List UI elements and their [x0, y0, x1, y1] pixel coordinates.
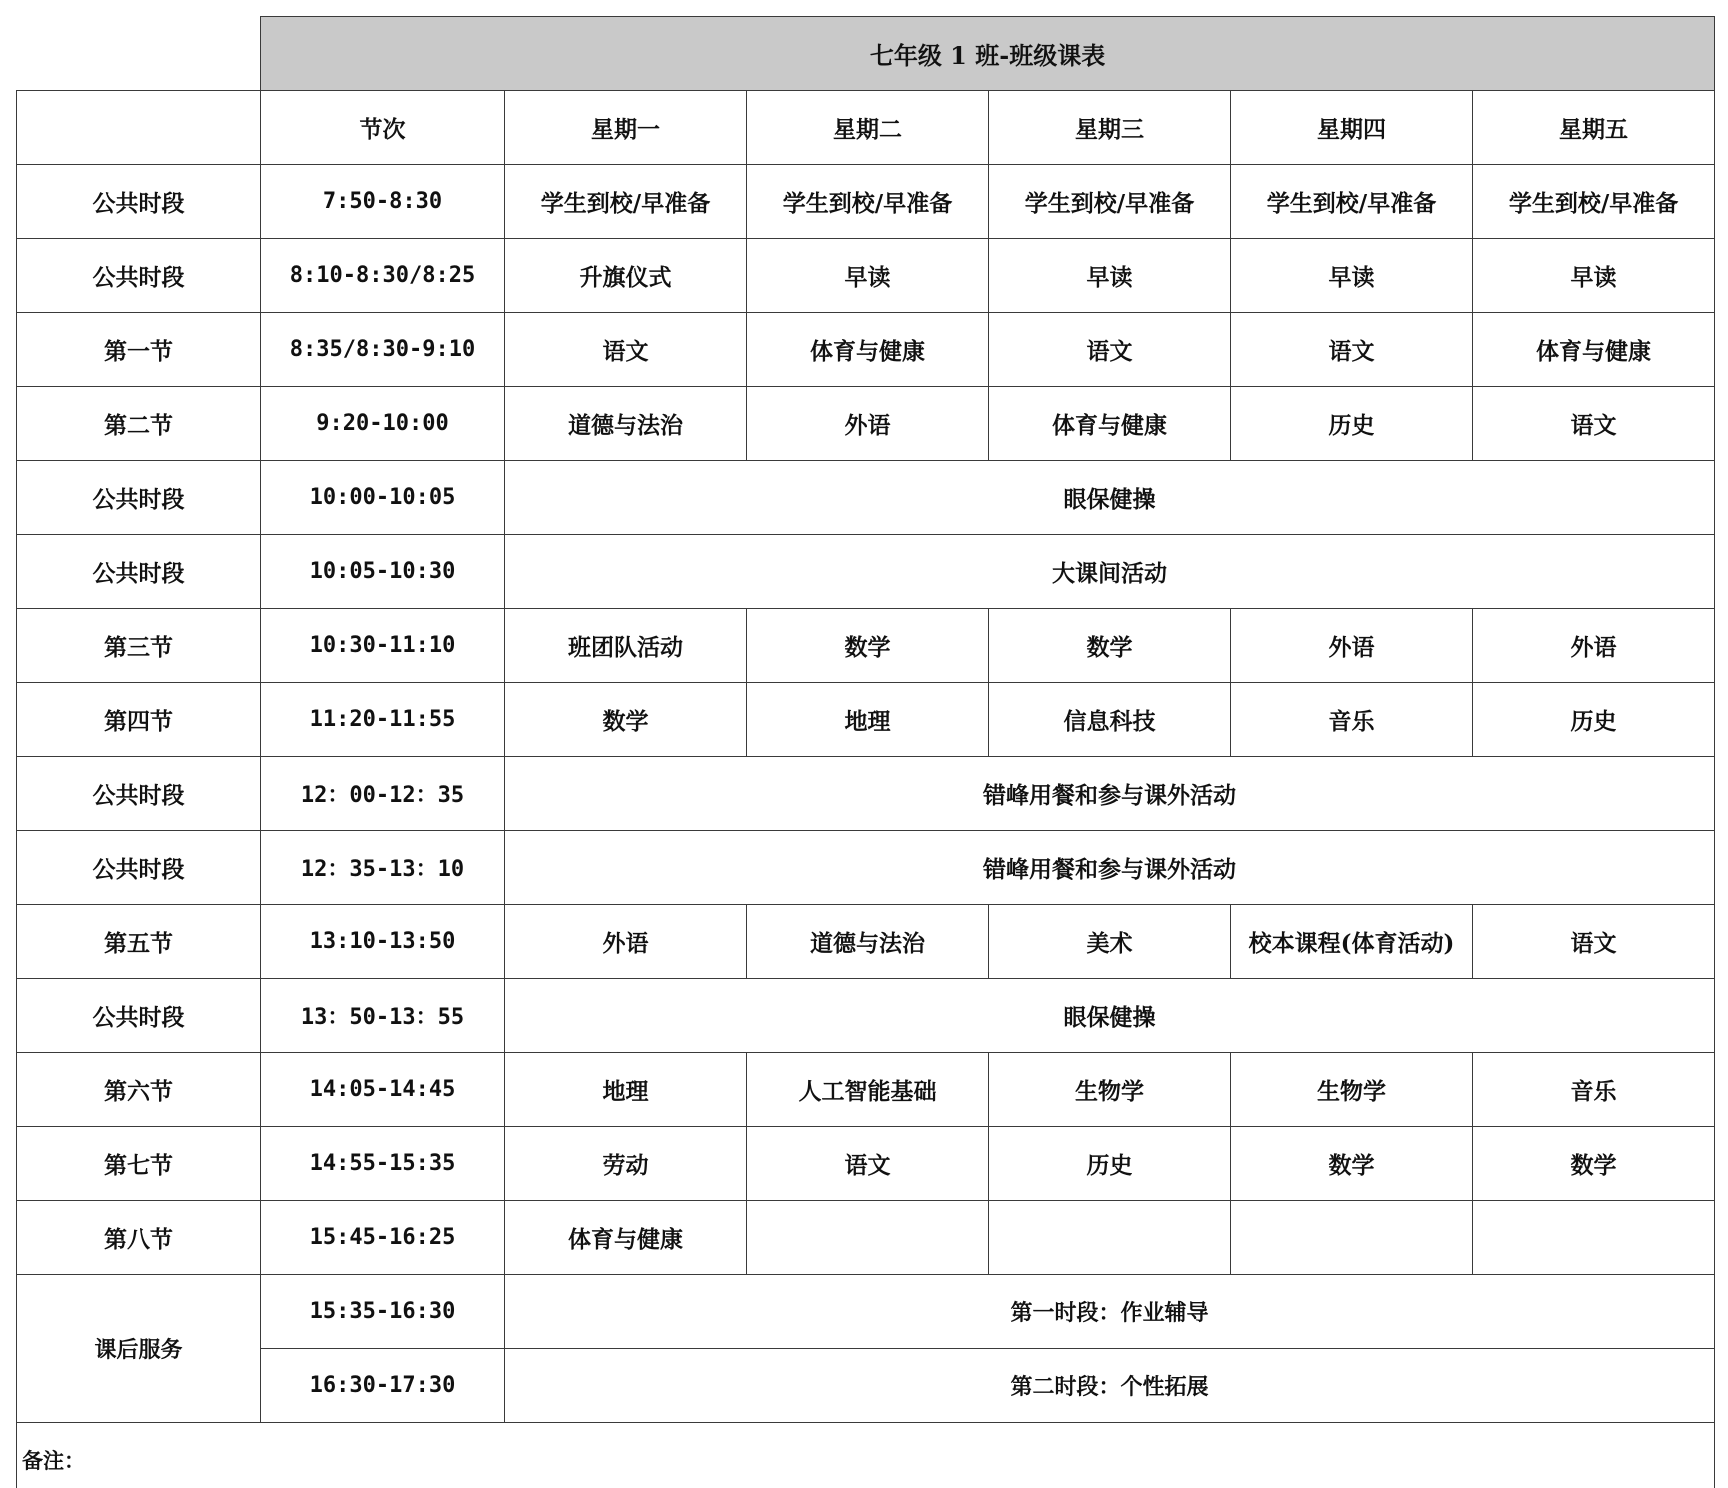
- period-label: 第七节: [17, 1127, 261, 1201]
- course-cell: 语文: [1231, 313, 1473, 387]
- after-school-time: 15:35-16:30: [261, 1275, 505, 1349]
- schedule-row: [17, 535, 1715, 609]
- course-cell: 学生到校/早准备: [505, 165, 747, 239]
- period-time: 13：50-13：55: [261, 979, 505, 1053]
- course-cell: 语文: [505, 313, 747, 387]
- period-time: 8:35/8:30-9:10: [261, 313, 505, 387]
- course-cell: 外语: [505, 905, 747, 979]
- merged-activity-cell: 错峰用餐和参与课外活动: [505, 831, 1715, 905]
- schedule-row: [17, 609, 1715, 683]
- header-day-wednesday: 星期三: [989, 91, 1231, 165]
- course-cell: 语文: [1473, 905, 1715, 979]
- after-school-time: 16:30-17:30: [261, 1349, 505, 1423]
- timetable-title: 七年级 1 班-班级课表: [261, 17, 1715, 91]
- course-cell: 数学: [747, 609, 989, 683]
- course-cell: 学生到校/早准备: [1473, 165, 1715, 239]
- course-cell: 劳动: [505, 1127, 747, 1201]
- schedule-row: [17, 1053, 1715, 1127]
- course-cell: 数学: [989, 609, 1231, 683]
- period-label: 公共时段: [17, 461, 261, 535]
- merged-activity-cell: 大课间活动: [505, 535, 1715, 609]
- after-school-content: 第二时段：个性拓展: [505, 1349, 1715, 1423]
- period-label: 第二节: [17, 387, 261, 461]
- course-cell: 生物学: [989, 1053, 1231, 1127]
- course-cell: [747, 1201, 989, 1275]
- period-time: 9:20-10:00: [261, 387, 505, 461]
- period-label: 第五节: [17, 905, 261, 979]
- period-time: 8:10-8:30/8:25: [261, 239, 505, 313]
- period-label: 第一节: [17, 313, 261, 387]
- period-time: 15:45-16:25: [261, 1201, 505, 1275]
- schedule-row: [17, 757, 1715, 831]
- period-label: 公共时段: [17, 165, 261, 239]
- course-cell: 数学: [505, 683, 747, 757]
- period-label: 公共时段: [17, 757, 261, 831]
- course-cell: 美术: [989, 905, 1231, 979]
- schedule-row: [17, 831, 1715, 905]
- header-day-monday: 星期一: [505, 91, 747, 165]
- course-cell: 语文: [747, 1127, 989, 1201]
- header-day-thursday: 星期四: [1231, 91, 1473, 165]
- course-cell: 道德与法治: [747, 905, 989, 979]
- merged-activity-cell: 眼保健操: [505, 979, 1715, 1053]
- schedule-row: [17, 313, 1715, 387]
- course-cell: 校本课程(体育活动): [1231, 905, 1473, 979]
- schedule-row: [17, 905, 1715, 979]
- period-time: 12：35-13：10: [261, 831, 505, 905]
- course-cell: 语文: [1473, 387, 1715, 461]
- course-cell: 信息科技: [989, 683, 1231, 757]
- course-cell: [989, 1201, 1231, 1275]
- course-cell: 地理: [505, 1053, 747, 1127]
- header-day-friday: 星期五: [1473, 91, 1715, 165]
- course-cell: 语文: [989, 313, 1231, 387]
- remark-row: [17, 1423, 1715, 1488]
- course-cell: 音乐: [1231, 683, 1473, 757]
- course-cell: 人工智能基础: [747, 1053, 989, 1127]
- course-cell: 早读: [989, 239, 1231, 313]
- course-cell: 生物学: [1231, 1053, 1473, 1127]
- period-label: 第四节: [17, 683, 261, 757]
- course-cell: 早读: [1231, 239, 1473, 313]
- course-cell: 体育与健康: [747, 313, 989, 387]
- period-label: 第三节: [17, 609, 261, 683]
- period-label: 公共时段: [17, 239, 261, 313]
- course-cell: 班团队活动: [505, 609, 747, 683]
- header-blank-cell: [17, 91, 261, 165]
- course-cell: 外语: [1473, 609, 1715, 683]
- schedule-row: [17, 461, 1715, 535]
- schedule-row: [17, 239, 1715, 313]
- period-time: 13:10-13:50: [261, 905, 505, 979]
- course-cell: 历史: [1473, 683, 1715, 757]
- course-cell: 早读: [747, 239, 989, 313]
- header-period-label: 节次: [261, 91, 505, 165]
- header-row: [17, 91, 1715, 165]
- period-time: 14:55-15:35: [261, 1127, 505, 1201]
- after-school-row: [17, 1349, 1715, 1423]
- course-cell: 数学: [1473, 1127, 1715, 1201]
- after-school-content: 第一时段：作业辅导: [505, 1275, 1715, 1349]
- course-cell: 道德与法治: [505, 387, 747, 461]
- course-cell: 外语: [747, 387, 989, 461]
- remark-cell: 备注：: [17, 1423, 1715, 1488]
- period-time: 7:50-8:30: [261, 165, 505, 239]
- course-cell: 历史: [989, 1127, 1231, 1201]
- period-time: 10:05-10:30: [261, 535, 505, 609]
- course-cell: 学生到校/早准备: [1231, 165, 1473, 239]
- class-timetable: [16, 16, 1715, 1488]
- period-label: 公共时段: [17, 535, 261, 609]
- after-school-label: 课后服务: [17, 1275, 261, 1423]
- period-label: 公共时段: [17, 831, 261, 905]
- period-time: 14:05-14:45: [261, 1053, 505, 1127]
- merged-activity-cell: 错峰用餐和参与课外活动: [505, 757, 1715, 831]
- course-cell: 地理: [747, 683, 989, 757]
- course-cell: 升旗仪式: [505, 239, 747, 313]
- course-cell: [1473, 1201, 1715, 1275]
- schedule-row: [17, 165, 1715, 239]
- course-cell: 早读: [1473, 239, 1715, 313]
- course-cell: 历史: [1231, 387, 1473, 461]
- course-cell: [1231, 1201, 1473, 1275]
- course-cell: 体育与健康: [989, 387, 1231, 461]
- period-time: 10:30-11:10: [261, 609, 505, 683]
- course-cell: 学生到校/早准备: [747, 165, 989, 239]
- header-day-tuesday: 星期二: [747, 91, 989, 165]
- course-cell: 体育与健康: [505, 1201, 747, 1275]
- title-row: [17, 17, 1715, 91]
- period-time: 10:00-10:05: [261, 461, 505, 535]
- period-label: 公共时段: [17, 979, 261, 1053]
- period-time: 11:20-11:55: [261, 683, 505, 757]
- blank-corner-cell: [17, 17, 261, 91]
- course-cell: 音乐: [1473, 1053, 1715, 1127]
- merged-activity-cell: 眼保健操: [505, 461, 1715, 535]
- course-cell: 学生到校/早准备: [989, 165, 1231, 239]
- course-cell: 数学: [1231, 1127, 1473, 1201]
- schedule-row: [17, 979, 1715, 1053]
- schedule-row: [17, 1201, 1715, 1275]
- course-cell: 体育与健康: [1473, 313, 1715, 387]
- schedule-row: [17, 387, 1715, 461]
- schedule-row: [17, 1127, 1715, 1201]
- schedule-row: [17, 683, 1715, 757]
- period-time: 12：00-12：35: [261, 757, 505, 831]
- period-label: 第八节: [17, 1201, 261, 1275]
- period-label: 第六节: [17, 1053, 261, 1127]
- course-cell: 外语: [1231, 609, 1473, 683]
- after-school-row: [17, 1275, 1715, 1349]
